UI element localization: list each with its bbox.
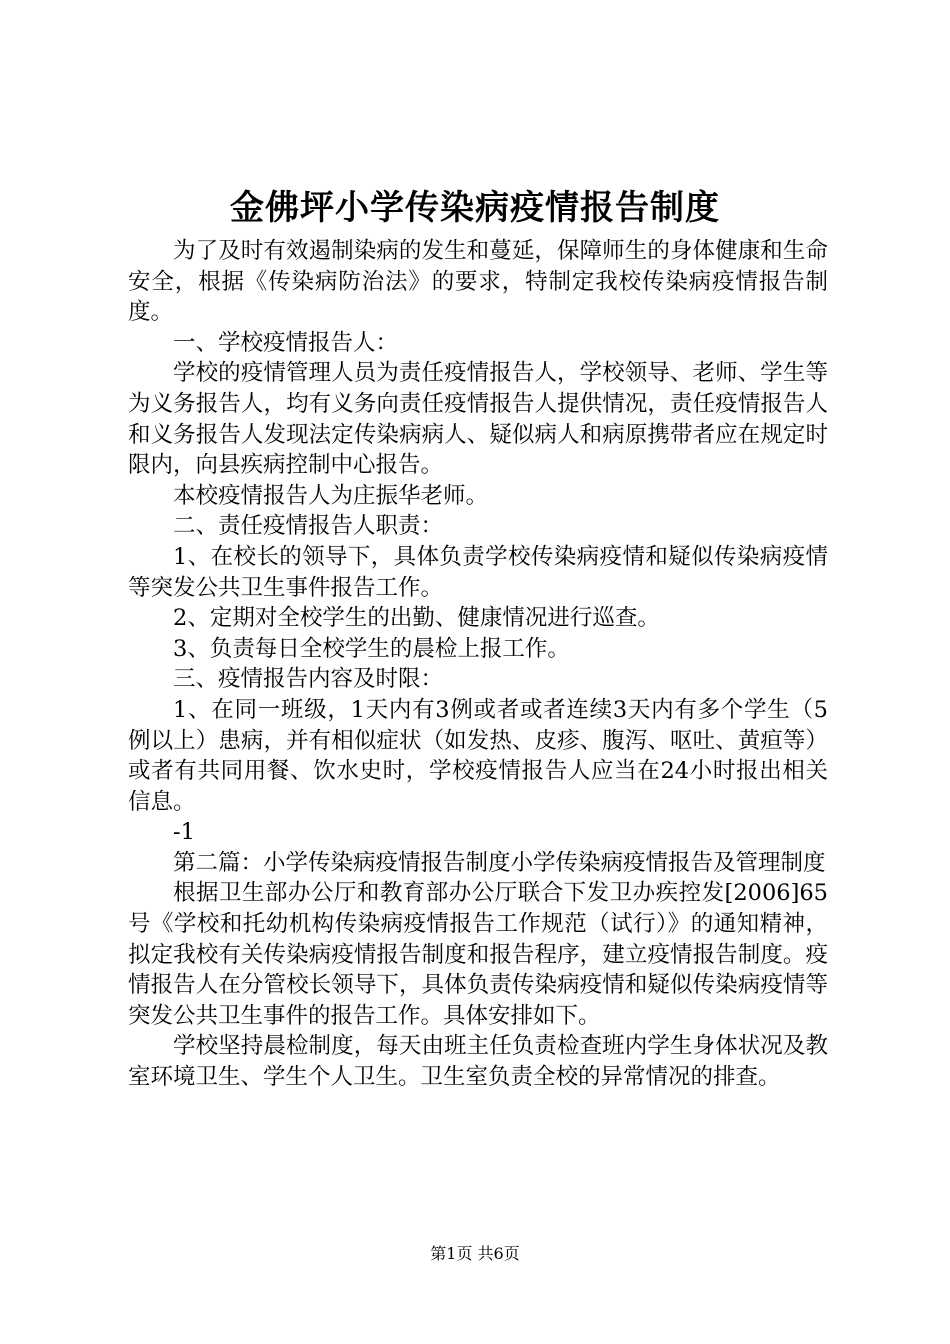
page-marker: -1 [173, 819, 195, 846]
paragraph: 根据卫生部办公厅和教育部办公厅联合下发卫办疾控发[2006]65号《学校和托幼机构传染病疫情报告工作规范（试行）》的通知精神，拟定我校有关传染病疫情报告制度和报告程序，建立疫情报告制度。疫情报告人在分管校长领导下，具体负责传染病疫情和疑似传染病疫情等突发公共卫生事件的报告工作。具体安排如下。 [128, 880, 828, 1029]
paragraph-intro: 为了及时有效遏制染病的发生和蔓延，保障师生的身体健康和生命安全，根据《传染病防治法》的要求，特制定我校传染病疫情报告制度。 [128, 238, 828, 326]
section-heading-3: 三、疫情报告内容及时限： [173, 666, 444, 693]
document-title: 金佛坪小学传染病疫情报告制度 [230, 188, 720, 228]
paragraph: 学校的疫情管理人员为责任疫情报告人，学校领导、老师、学生等为义务报告人，均有义务向责任疫情报告人提供情况，责任疫情报告人和义务报告人发现法定传染病病人、疑似病人和病原携带者应在规定时限内，向县疾病控制中心报告。 [128, 360, 828, 479]
list-item: 3、负责每日全校学生的晨检上报工作。 [173, 635, 570, 662]
paragraph: 本校疫情报告人为庄振华老师。 [173, 482, 489, 509]
part-two-heading: 第二篇：小学传染病疫情报告制度小学传染病疫情报告及管理制度 [173, 849, 826, 876]
list-item: 1、在校长的领导下，具体负责学校传染病疫情和疑似传染病疫情等突发公共卫生事件报告工作。 [128, 543, 828, 601]
page-footer: 第1页 共6页 [430, 1244, 520, 1263]
section-heading-1: 一、学校疫情报告人： [173, 329, 399, 356]
list-item: 1、在同一班级，1天内有3例或者或者连续3天内有多个学生（5例以上）患病，并有相似症状（如发热、皮疹、腹泻、呕吐、黄疸等）或者有共同用餐、饮水史时，学校疫情报告人应当在24小时报出相关信息。 [128, 696, 828, 815]
section-heading-2: 二、责任疫情报告人职责： [173, 513, 444, 540]
document-body [128, 236, 828, 1093]
paragraph: 学校坚持晨检制度，每天由班主任负责检查班内学生身体状况及教室环境卫生、学生个人卫生。卫生室负责全校的异常情况的排查。 [128, 1033, 828, 1091]
list-item: 2、定期对全校学生的出勤、健康情况进行巡查。 [173, 605, 660, 632]
